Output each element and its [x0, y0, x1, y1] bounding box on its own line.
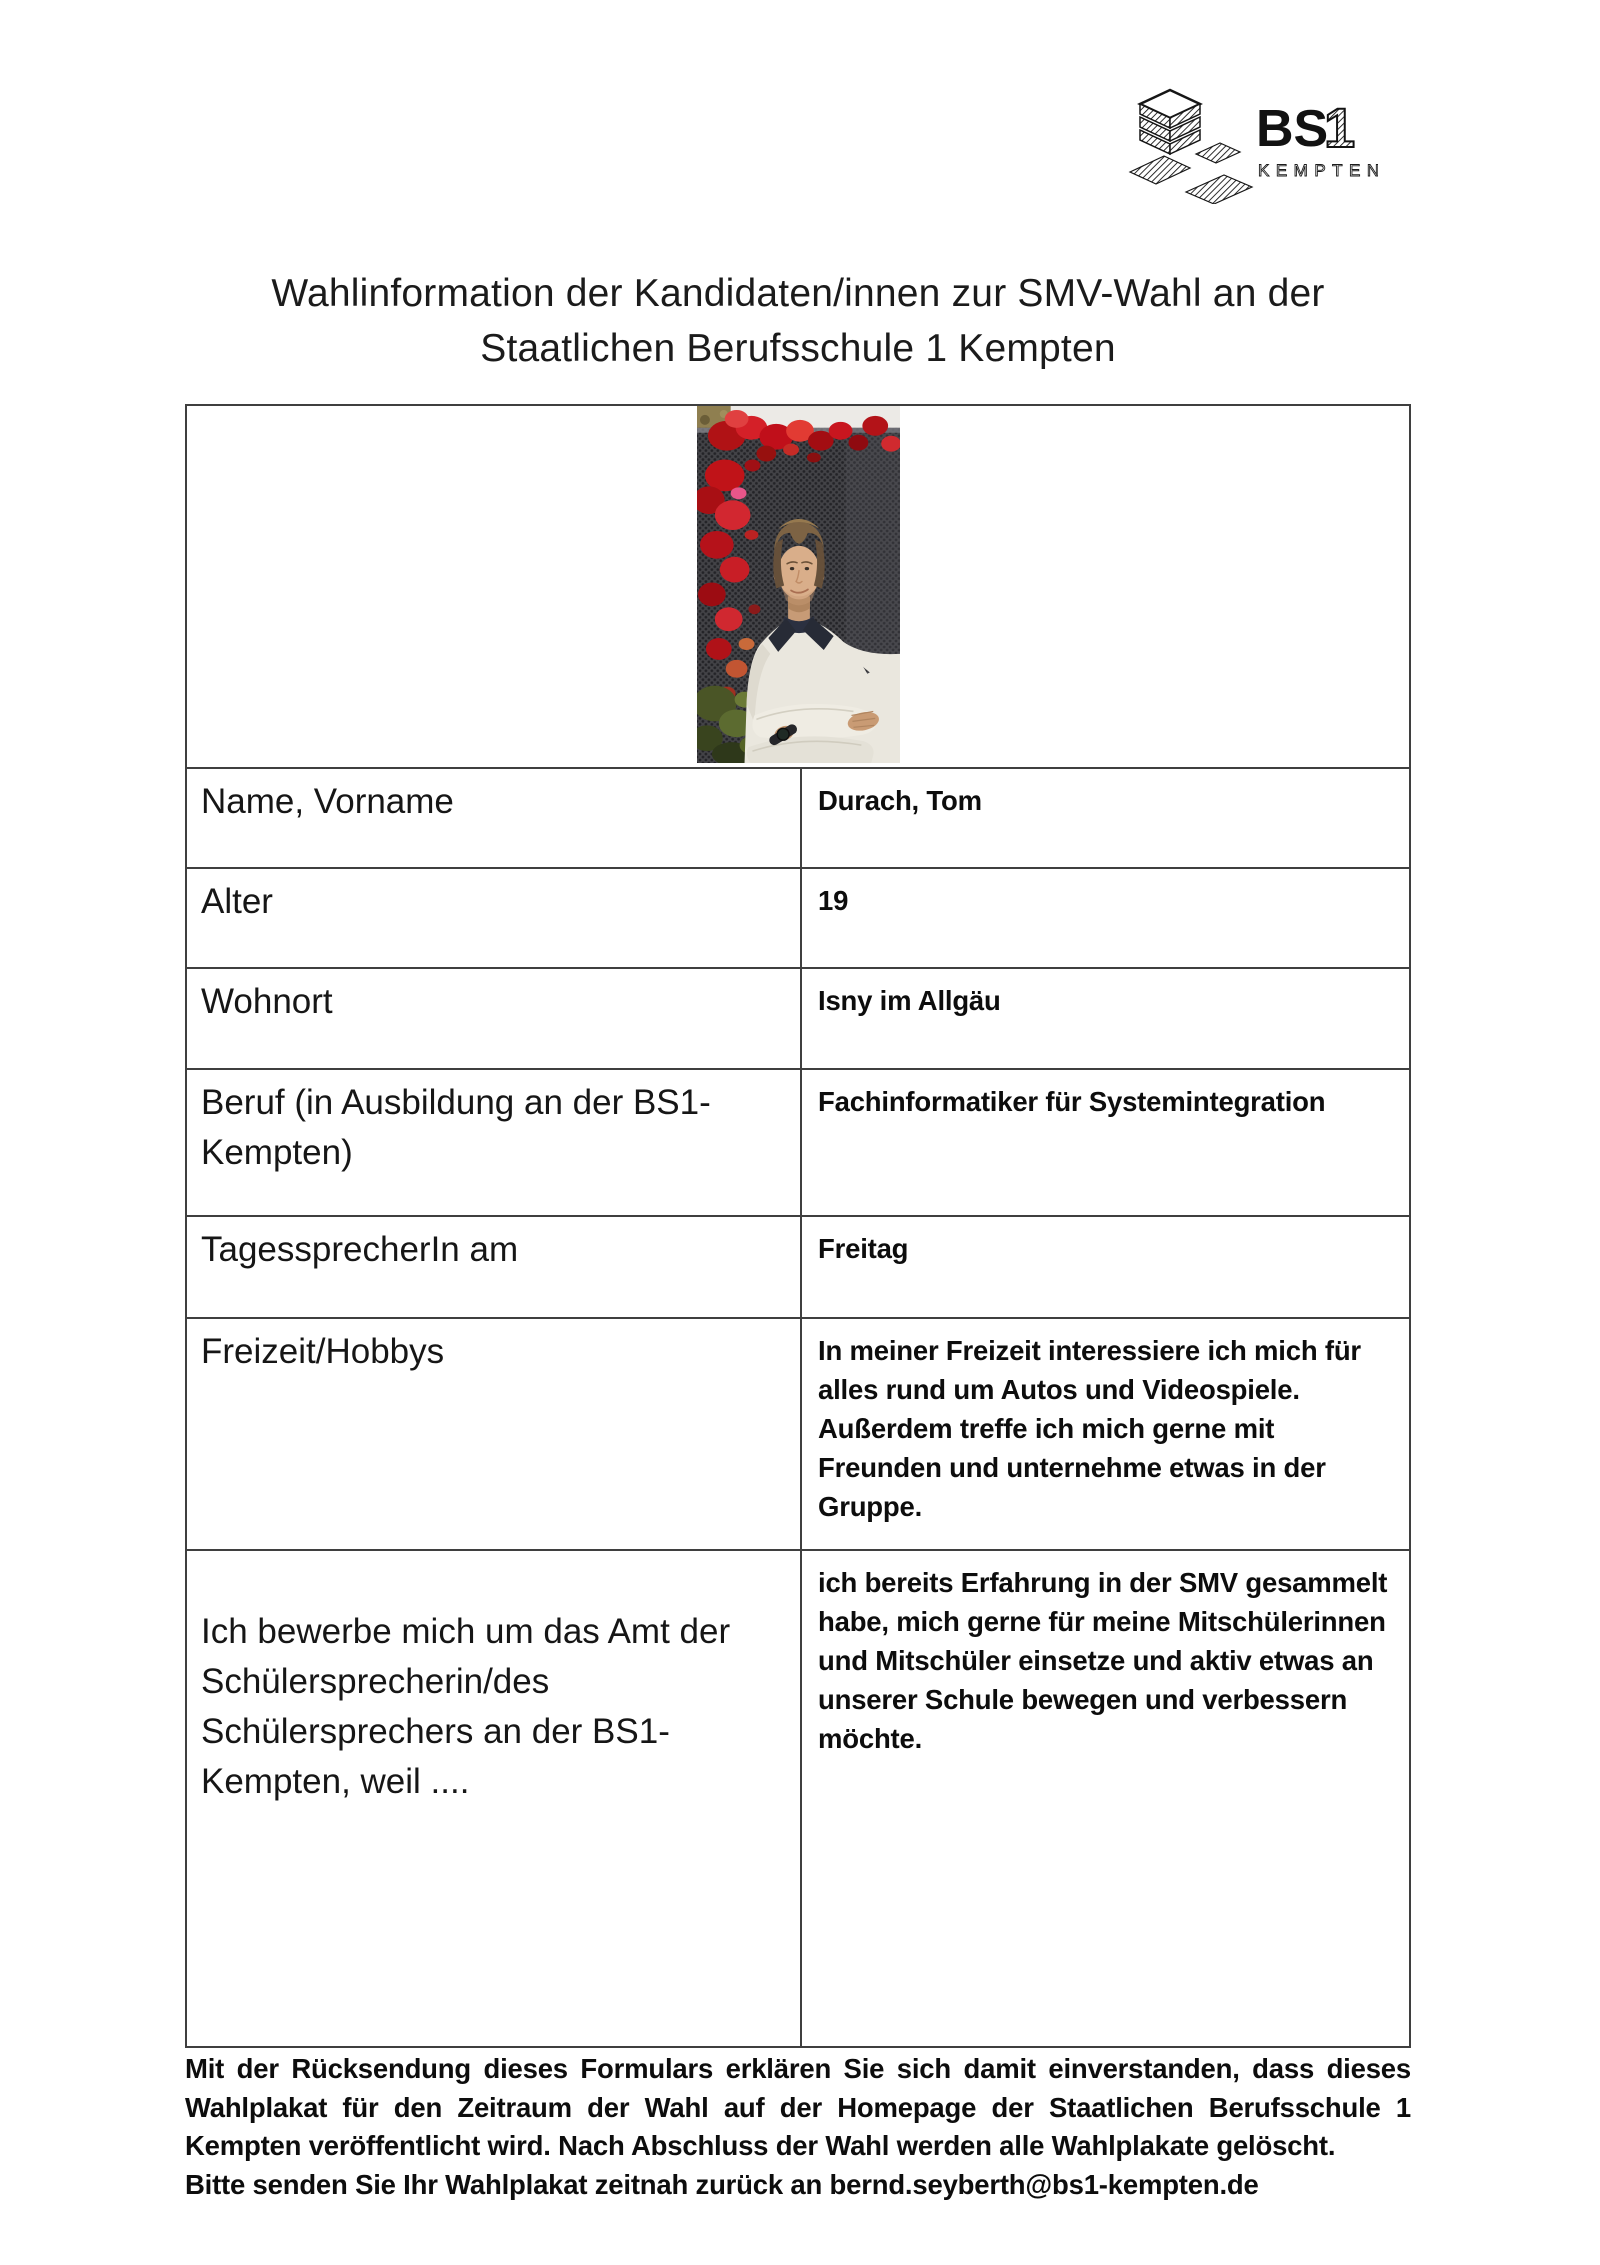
- return-instruction-text: Bitte senden Sie Ihr Wahlplakat zeitnah zurück an: [185, 2168, 830, 2200]
- logo-text-one: 1: [1324, 96, 1356, 159]
- field-value-freizeit: In meiner Freizeit interessiere ich mich für alles rund um Autos und Videospiele. Außerdem treffe ich mich gerne mit Freunden und unternehme etwas in der Gruppe.: [818, 1335, 1361, 1522]
- footer-note: [185, 2050, 1411, 2204]
- field-label-bewerbung: Ich bewerbe mich um das Amt der Schülersprecherin/des Schülersprechers an der BS1-Kempten, weil ....: [187, 1551, 802, 2046]
- candidate-info-table: [185, 404, 1411, 2048]
- field-value-beruf: Fachinformatiker für Systemintegration: [818, 1086, 1326, 1117]
- logo-text-bs: BS: [1256, 100, 1329, 158]
- cube-stack-icon: [1130, 90, 1252, 204]
- table-row-photo: [187, 406, 1409, 767]
- consent-text: Mit der Rücksendung dieses Formulars erklären Sie sich damit einverstanden, dass dieses Wahlplakat für den Zeitraum der Wahl auf der Homepage der Staatlichen Berufsschule 1 Kempten veröffentlicht wird. Nach Abschluss der Wahl werden alle Wahlplakate gelöscht.: [185, 2053, 1411, 2161]
- table-row: [187, 867, 1409, 967]
- return-instruction: [185, 2166, 1411, 2205]
- field-label-wohnort: Wohnort: [187, 969, 802, 1068]
- page-title: [185, 266, 1411, 376]
- logo-subtext-kempten: KEMPTEN: [1258, 161, 1378, 180]
- table-row: [187, 1317, 1409, 1549]
- field-value-bewerbung: ich bereits Erfahrung in der SMV gesammelt habe, mich gerne für meine Mitschülerinnen und Mitschüler einsetze und aktiv etwas an unserer Schule bewegen und verbessern möchte.: [818, 1567, 1388, 1754]
- table-row: [187, 767, 1409, 867]
- bs1-logo-graphic: [1128, 84, 1378, 204]
- field-label-freizeit: Freizeit/Hobbys: [187, 1319, 802, 1549]
- table-row: [187, 967, 1409, 1068]
- page-title-line1: Wahlinformation der Kandidaten/innen zur SMV-Wahl an der: [271, 272, 1325, 315]
- field-label-beruf: Beruf (in Ausbildung an der BS1-Kempten): [187, 1070, 802, 1215]
- field-value-name: Durach, Tom: [818, 785, 982, 816]
- candidate-photo: [697, 406, 900, 763]
- bs1-kempten-logo: [1128, 84, 1378, 204]
- table-row: [187, 1549, 1409, 2046]
- field-label-alter: Alter: [187, 869, 802, 967]
- field-value-tagessprecher: Freitag: [818, 1233, 909, 1264]
- table-row: [187, 1215, 1409, 1317]
- field-value-alter: 19: [818, 885, 849, 916]
- field-label-name: Name, Vorname: [187, 769, 802, 867]
- page-title-line2: Staatlichen Berufsschule 1 Kempten: [480, 327, 1116, 370]
- field-label-tagessprecher: TagessprecherIn am: [187, 1217, 802, 1317]
- table-row: [187, 1068, 1409, 1215]
- contact-email: bernd.seyberth@bs1-kempten.de: [829, 2168, 1259, 2200]
- field-value-wohnort: Isny im Allgäu: [818, 985, 1001, 1016]
